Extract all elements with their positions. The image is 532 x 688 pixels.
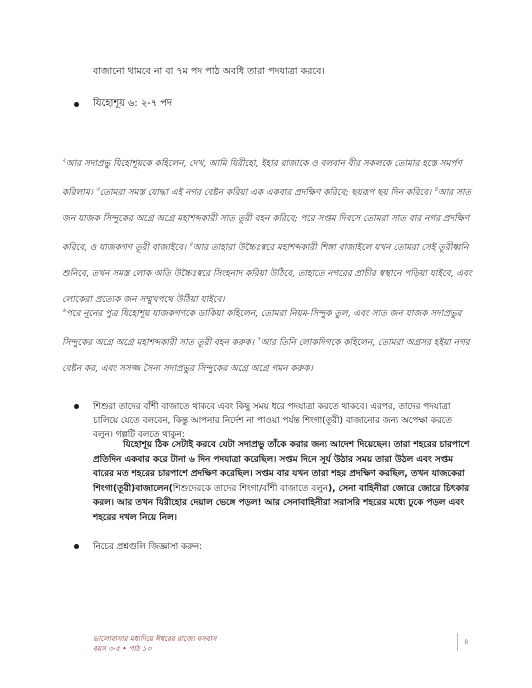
story-paragraph	[93, 438, 474, 525]
bullet-scripture-reference	[74, 96, 172, 113]
verse-text: পরে নূনের পুত্র যিহোশূয় যাজকগণকে ডাকিয়া কহিলেন, তোমরা নিয়ম-সিন্দুক তুল, এবং সাত জন যাজক সদাপ্রভুর সিন্দুকের অগ্রে অগ্রে মহাশব্দকারী সাত তূরী বহন করুক।	[62, 308, 462, 348]
page-number: ৪	[464, 638, 469, 646]
instruction-text: শিশুরা তাদের বাঁশী বাজাতে থাকবে এবং কিছু সময় ধরে পদযাত্রা করতে থাকবে। এরপর, তাদের পদযাত্রা চালিয়ে যেতে বলবেন, কিন্তু আপনার নির্দেশ না পাওয়া পর্যন্ত শিংগা(তূরী) বাজানোর জন্য অপেক্ষা করতে বলুন। গল্পটি বলতে থাকুন:	[93, 402, 452, 440]
verse-text: তোমরা সমস্ত যোদ্ধা এই নগর বেষ্টন করিয়া এক একবার প্রদক্ষিণ করিবে; ছয়রূপ ছয় দিন করিবে।	[99, 187, 432, 198]
story-text-1: যিহোশূয় ঠিক সেটাই করবে যেটা সদাপ্রভু তাঁকে করার জন্য আদেশ দিয়েছেন। তারা শহরের চারপাশে প্রতিদিন একবার করে টানা ৬ দিন পদযাত্রা করেছিল। সপ্তম দিনে সূর্য উঠার সময় তারা উঠল এবং সপ্তম বারের মত শহরের চারপাশে প্রদক্ষিণ করেছিল। সপ্তম বার যখন তারা শহর প্রদক্ষিণ করছিল, তখন যাজকেরা শিংগা(তূরী)বাজালেন(	[93, 440, 470, 494]
story-instruction-inline: শিশুদেরকে তাদের শিংগা/বাঁশী বাজাতে বলুন	[172, 483, 329, 494]
scripture-passage-1	[62, 148, 474, 313]
footer-subtitle: বয়স ৩-৫ • পাঠ ১৩	[93, 644, 152, 653]
intro-line: বাজানো থামবে না বা ৭ম পদ পাঠ অবধি তারা পদযাত্রা করবে।	[93, 66, 325, 77]
verse-number: ৫	[189, 240, 193, 248]
verse-number: ২	[62, 157, 66, 164]
verse-text: আর সদাপ্রভু যিহোশূয়কে কহিলেন, দেখ, আমি যিরীহো, ইহার রাজাকে ও বলবান বীর সকলকে তোমার হস্তে সমর্পণ করিলাম।	[62, 158, 462, 198]
verse-number: ৪	[434, 185, 438, 193]
bullet-instruction	[74, 400, 474, 442]
bullet-dot-icon	[74, 544, 79, 549]
footer-divider	[457, 633, 458, 651]
verse-number: ৩	[95, 185, 100, 193]
footer-title: ভালোবাসার মধ্যদিয়ে ঈশ্বরের রাজ্যে বসবাস	[93, 634, 217, 643]
footer	[93, 634, 216, 654]
scripture-passage-2	[62, 298, 474, 382]
verse-text: আর সাত জন যাজক সিন্দুকের অগ্রে অগ্রে মহাশব্দকারী সাত তূরী বহন করিবে; পরে সপ্তম দিবসে তোমরা সাত বার নগর প্রদক্ষিণ করিবে, ও যাজকগণ তূরী বাজাইবে।	[62, 187, 472, 253]
scripture-reference: যিহোশূয় ৬: ২-৭ পদ	[93, 98, 173, 109]
verse-text: আর তাহারা উচ্চৈঃস্বরে মহাশব্দকারী শিঙ্গা বাজাইলে যখন তোমরা সেই তূরীধ্বনি শুনিবে, তখন সমস্ত লোক অতি উচ্চৈঃস্বরে সিংহনাদ করিয়া উঠিবে, তাহাতে নগরের প্রাচীর স্বস্থানে পড়িয়া যাইবে, এবং লোকেরা প্রত্যেক জন সম্মুখপথে উঠিয়া যাইবে।	[62, 242, 472, 305]
verse-text: আর তিনি লোকদিগকে কহিলেন, তোমরা অগ্রসর হইয়া নগর বেষ্টন কর, এবং সসজ্জ সৈন্য সদাপ্রভুর সিন্দুকের অগ্রে অগ্রে গমন করুক।	[62, 337, 470, 374]
verse-number: ৭	[256, 335, 261, 343]
bullet-dot-icon	[74, 102, 79, 107]
bullet-dot-icon	[74, 404, 79, 409]
questions-prompt: নিচের প্রশ্নগুলি জিজ্ঞাসা করুন:	[93, 542, 203, 552]
bullet-questions	[74, 539, 202, 554]
story-text-2: ), সেনা বাহিনীরা জোরে জোরে চিৎকার করল। আর তখন যিরীহোর দেয়াল ভেঙ্গে পড়ল! আর সেনাবাহিনীরা সরাসরি শহরের মধ্যে ঢুকে পড়ল এবং শহরের দখল নিয়ে নিল।	[93, 483, 470, 523]
verse-number: ৬	[62, 307, 66, 314]
